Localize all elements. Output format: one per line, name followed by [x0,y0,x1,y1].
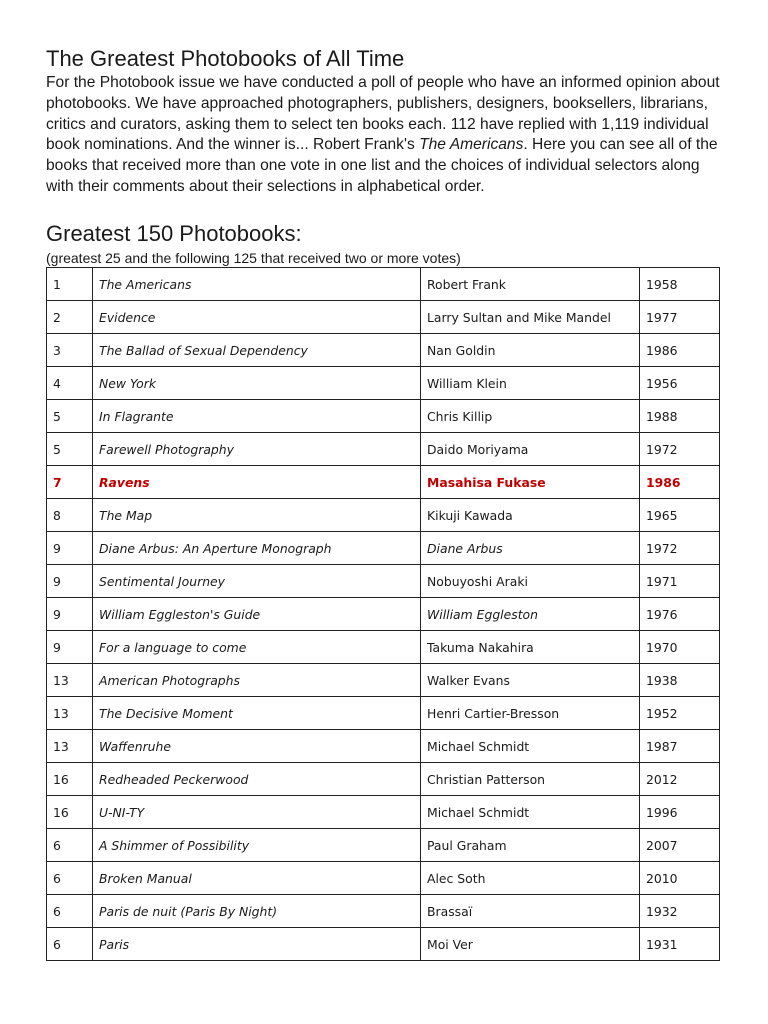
table-row [47,433,720,466]
table-row [47,367,720,400]
title-cell: Farewell Photography [93,433,421,466]
author-cell: Daido Moriyama [421,433,640,466]
author-cell: Chris Killip [421,400,640,433]
author-cell: Michael Schmidt [421,796,640,829]
table-row [47,499,720,532]
rank-cell: 9 [47,631,93,664]
table-row [47,928,720,961]
year-cell: 1988 [640,400,720,433]
table-row [47,697,720,730]
year-cell: 1986 [640,334,720,367]
table-row [47,268,720,301]
intro-text-italic: The Americans [419,136,524,154]
intro-text-after: . Here you can see all of the books that received more than one vote in one list and the choices of individual selectors along with their comments about their selections in alphabetical order. [46,136,718,195]
year-cell: 1970 [640,631,720,664]
table-row [47,730,720,763]
title-cell: William Eggleston's Guide [93,598,421,631]
intro-paragraph [46,73,726,198]
rank-cell: 7 [47,466,93,499]
intro-text-before: For the Photobook issue we have conducted a poll of people who have an informed opinion about photobooks. We have approached photographers, publishers, designers, booksellers, librarians, critics and curators, asking them to select ten books each. 112 have replied with 1,119 individual book nominations. And the winner is... Robert Frank's [46,74,720,154]
rank-cell: 13 [47,730,93,763]
author-cell: Walker Evans [421,664,640,697]
year-cell: 1956 [640,367,720,400]
year-cell: 2012 [640,763,720,796]
rank-cell: 16 [47,763,93,796]
table-row [47,862,720,895]
year-cell: 1965 [640,499,720,532]
author-cell: Diane Arbus [421,532,640,565]
rank-cell: 9 [47,565,93,598]
rank-cell: 9 [47,598,93,631]
table-row [47,895,720,928]
author-cell: Paul Graham [421,829,640,862]
title-cell: Ravens [93,466,421,499]
author-cell: William Klein [421,367,640,400]
rank-cell: 2 [47,301,93,334]
year-cell: 1938 [640,664,720,697]
list-note: (greatest 25 and the following 125 that received two or more votes) [46,250,461,266]
list-heading: Greatest 150 Photobooks: [46,221,302,246]
rank-cell: 6 [47,829,93,862]
rank-cell: 13 [47,697,93,730]
title-cell: The Map [93,499,421,532]
author-cell: Nobuyoshi Araki [421,565,640,598]
rank-cell: 8 [47,499,93,532]
table-row [47,598,720,631]
year-cell: 1952 [640,697,720,730]
title-cell: Waffenruhe [93,730,421,763]
page-title: The Greatest Photobooks of All Time [46,46,405,71]
title-cell: New York [93,367,421,400]
title-cell: American Photographs [93,664,421,697]
rank-cell: 13 [47,664,93,697]
table-row [47,763,720,796]
rank-cell: 6 [47,862,93,895]
year-cell: 1996 [640,796,720,829]
author-cell: Brassaï [421,895,640,928]
title-cell: Paris de nuit (Paris By Night) [93,895,421,928]
title-cell: The Decisive Moment [93,697,421,730]
table-row [47,664,720,697]
year-cell: 1971 [640,565,720,598]
title-cell: U-NI-TY [93,796,421,829]
year-cell: 2007 [640,829,720,862]
rank-cell: 6 [47,895,93,928]
rank-cell: 4 [47,367,93,400]
author-cell: Henri Cartier-Bresson [421,697,640,730]
author-cell: Nan Goldin [421,334,640,367]
title-cell: Paris [93,928,421,961]
title-cell: In Flagrante [93,400,421,433]
photobooks-table [46,267,720,961]
title-cell: Redheaded Peckerwood [93,763,421,796]
title-cell: A Shimmer of Possibility [93,829,421,862]
year-cell: 1932 [640,895,720,928]
year-cell: 1976 [640,598,720,631]
title-cell: Evidence [93,301,421,334]
table-row [47,565,720,598]
rank-cell: 6 [47,928,93,961]
year-cell: 1977 [640,301,720,334]
title-cell: Diane Arbus: An Aperture Monograph [93,532,421,565]
table-body [47,268,720,961]
author-cell: Alec Soth [421,862,640,895]
rank-cell: 3 [47,334,93,367]
title-cell: Broken Manual [93,862,421,895]
table-row [47,829,720,862]
author-cell: Christian Patterson [421,763,640,796]
title-cell: The Ballad of Sexual Dependency [93,334,421,367]
table-row [47,400,720,433]
table-row [47,301,720,334]
author-cell: Masahisa Fukase [421,466,640,499]
title-cell: Sentimental Journey [93,565,421,598]
author-cell: Larry Sultan and Mike Mandel [421,301,640,334]
year-cell: 1987 [640,730,720,763]
author-cell: Moi Ver [421,928,640,961]
author-cell: Takuma Nakahira [421,631,640,664]
author-cell: Michael Schmidt [421,730,640,763]
year-cell: 1986 [640,466,720,499]
rank-cell: 5 [47,400,93,433]
rank-cell: 16 [47,796,93,829]
author-cell: William Eggleston [421,598,640,631]
table-row [47,466,720,499]
table-row [47,532,720,565]
table-row [47,631,720,664]
author-cell: Robert Frank [421,268,640,301]
rank-cell: 9 [47,532,93,565]
year-cell: 1931 [640,928,720,961]
table-row [47,796,720,829]
year-cell: 1972 [640,433,720,466]
rank-cell: 5 [47,433,93,466]
title-cell: For a language to come [93,631,421,664]
title-cell: The Americans [93,268,421,301]
year-cell: 1958 [640,268,720,301]
author-cell: Kikuji Kawada [421,499,640,532]
year-cell: 1972 [640,532,720,565]
rank-cell: 1 [47,268,93,301]
year-cell: 2010 [640,862,720,895]
table-row [47,334,720,367]
